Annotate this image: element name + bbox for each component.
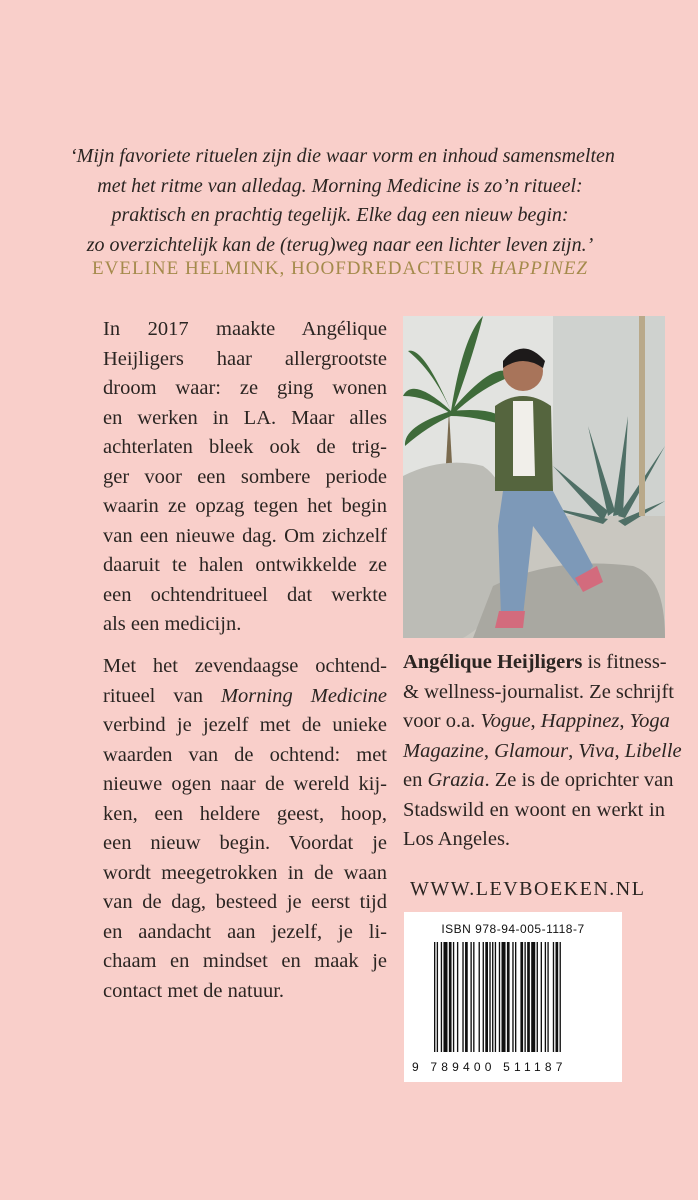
body-line: als een medicijn. bbox=[103, 613, 242, 635]
barcode-bar bbox=[485, 942, 488, 1052]
barcode-bar bbox=[453, 942, 454, 1052]
body-line: verbind je jezelf met de unieke bbox=[103, 714, 387, 736]
barcode-bar bbox=[507, 942, 510, 1052]
magazine-name: Glamour bbox=[494, 739, 569, 762]
barcode-bar bbox=[489, 942, 490, 1052]
body-line: Heijligers haar allergrootste bbox=[103, 347, 387, 370]
barcode-bar bbox=[473, 942, 474, 1052]
barcode-bar bbox=[443, 942, 447, 1052]
body-line: waarden van de ochtend: met bbox=[103, 743, 387, 766]
attribution-name: EVELINE HELMINK, HOOFDREDACTEUR bbox=[92, 258, 491, 279]
body-text: ritueel van bbox=[103, 684, 221, 707]
body-line: contact met de natuur. bbox=[103, 979, 285, 1002]
magazine-name: Happinez bbox=[540, 710, 620, 732]
bio-text: is fitness- bbox=[582, 651, 667, 673]
barcode-bar bbox=[515, 942, 516, 1052]
bio-line bbox=[403, 648, 665, 678]
magazine-name: Grazia bbox=[427, 769, 485, 791]
body-line: een ochtendritueel dat werkte bbox=[103, 583, 387, 606]
barcode-bar bbox=[470, 942, 471, 1052]
body-line: ken, een heldere geest, hoop, bbox=[103, 802, 387, 825]
barcode-bar bbox=[531, 942, 535, 1052]
barcode-bar bbox=[520, 942, 523, 1052]
body-line: droom waar: ze ging wonen bbox=[103, 377, 387, 399]
bio-line: & wellness-journalist. Ze schrijft bbox=[403, 680, 674, 703]
body-line: achterlaten bleek ook de trig- bbox=[103, 436, 387, 458]
body-line: Met het zevendaagse ochtend- bbox=[103, 655, 387, 677]
author-bio bbox=[403, 648, 682, 855]
body-line: nieuwe ogen naar de wereld kij- bbox=[103, 773, 387, 795]
barcode-bar bbox=[492, 942, 493, 1052]
barcode-bar bbox=[441, 942, 442, 1052]
bio-text: en bbox=[403, 769, 428, 791]
bio-text: . Ze is de oprichter van bbox=[484, 769, 674, 791]
barcode-bar bbox=[502, 942, 506, 1052]
body-line bbox=[103, 682, 387, 712]
quote-line: zo overzichtelijk kan de (terug)weg naar een lichter leven zijn.’ bbox=[86, 233, 594, 256]
bio-text: , bbox=[483, 739, 495, 762]
isbn-barcode bbox=[404, 912, 622, 1082]
barcode-bar bbox=[434, 942, 435, 1052]
quote-line: ‘Mijn favoriete rituelen zijn die waar vorm en inhoud samensmelten bbox=[70, 145, 615, 167]
magazine-name: Vogue bbox=[480, 710, 531, 732]
barcode-bar bbox=[483, 942, 484, 1052]
magazine-name: Yoga bbox=[629, 710, 670, 732]
barcode-bar bbox=[553, 942, 554, 1052]
body-line: en aandacht aan jezelf, je li- bbox=[103, 920, 387, 943]
body-paragraph-2 bbox=[103, 652, 387, 1006]
bio-text: , bbox=[619, 710, 630, 732]
barcode-bar bbox=[537, 942, 538, 1052]
barcode-bar bbox=[462, 942, 463, 1052]
barcode-bar bbox=[545, 942, 546, 1052]
quote-attribution bbox=[70, 258, 610, 280]
body-line: en werken in LA. Maar alles bbox=[103, 406, 387, 429]
barcode-bar bbox=[512, 942, 513, 1052]
barcode-bar bbox=[547, 942, 548, 1052]
body-line: waarin ze opzag tegen het begin bbox=[103, 495, 387, 517]
bio-text: , bbox=[614, 739, 625, 762]
attribution-publication: HAPPINEZ bbox=[490, 258, 588, 279]
bio-text: voor o.a. bbox=[403, 710, 481, 732]
book-title-italic: Morning Medicine bbox=[220, 684, 388, 707]
quote-line: met het ritme van alledag. Morning Medicine is zo’n ritueel: bbox=[97, 174, 583, 197]
barcode-bar bbox=[457, 942, 458, 1052]
body-line: daaruit te halen ontwikkelde ze bbox=[103, 554, 387, 576]
bio-line bbox=[403, 707, 670, 737]
barcode-bar bbox=[541, 942, 542, 1052]
author-photo-illustration bbox=[403, 316, 665, 638]
author-photo bbox=[403, 316, 665, 638]
body-line: wordt meegetrokken in de waan bbox=[103, 861, 387, 884]
bio-line: Los Angeles. bbox=[403, 828, 511, 850]
bio-text: , bbox=[568, 739, 579, 762]
author-name: Angélique Heijligers bbox=[403, 651, 583, 673]
bio-line bbox=[403, 766, 674, 796]
publisher-website[interactable]: WWW.LEVBOEKEN.NL bbox=[410, 878, 646, 900]
barcode-bar bbox=[524, 942, 525, 1052]
barcode-bar bbox=[479, 942, 480, 1052]
body-line: ger voor een sombere periode bbox=[103, 465, 387, 488]
barcode-bars bbox=[434, 942, 594, 1060]
magazine-name: Libelle bbox=[624, 739, 682, 762]
body-line: van de dag, besteed je eerst tijd bbox=[103, 891, 387, 913]
magazine-name: Viva bbox=[578, 739, 615, 762]
barcode-bar bbox=[560, 942, 561, 1052]
body-paragraph-1 bbox=[103, 315, 387, 640]
barcode-bar bbox=[495, 942, 496, 1052]
bio-line: Stadswild en woont en werkt in bbox=[403, 798, 665, 821]
body-line: In 2017 maakte Angélique bbox=[103, 318, 387, 340]
quote-line: praktisch en prachtig tegelijk. Elke dag een nieuw begin: bbox=[111, 204, 569, 226]
magazine-name: Magazine bbox=[403, 739, 484, 762]
testimonial-quote bbox=[70, 142, 615, 260]
barcode-bar bbox=[449, 942, 452, 1052]
body-line: van een nieuwe dag. Om zichzelf bbox=[103, 524, 387, 547]
ean-digits: 9 789400 511187 bbox=[412, 1060, 567, 1074]
barcode-bar bbox=[499, 942, 500, 1052]
body-line: chaam en mindset en maak je bbox=[103, 950, 387, 972]
body-line: een nieuw begin. Voordat je bbox=[103, 832, 387, 854]
barcode-bar bbox=[437, 942, 438, 1052]
bio-text: , bbox=[530, 710, 541, 732]
barcode-bar bbox=[527, 942, 530, 1052]
barcode-bar bbox=[465, 942, 468, 1052]
barcode-bar bbox=[556, 942, 559, 1052]
bio-line bbox=[403, 737, 682, 767]
isbn-label: ISBN 978-94-005-1118-7 bbox=[441, 922, 585, 936]
